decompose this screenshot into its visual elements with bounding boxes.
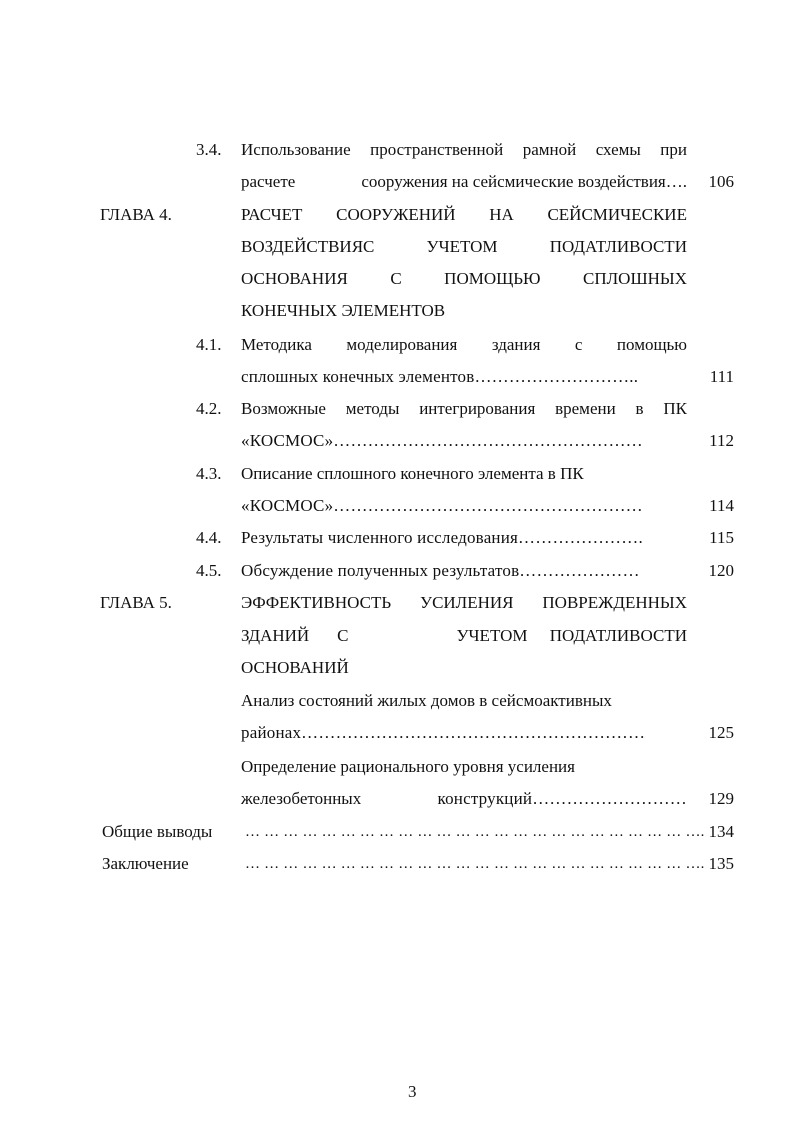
page-number: 3	[408, 1082, 417, 1101]
toc-entry-4-2-line2: «КОСМОС»………………………………………………	[241, 431, 643, 450]
toc-entry-5-1-line2: районах……………………………………………………	[241, 723, 646, 742]
chapter-label: ГЛАВА 4.	[100, 205, 172, 224]
toc-entry-3-4-line2: расчете сооружения на сейсмические воздействия….	[241, 172, 687, 191]
page-ref: 106	[708, 172, 734, 191]
chapter-label: ГЛАВА 5.	[100, 593, 172, 612]
toc-entry-4-5: Обсуждение полученных результатов…………………	[241, 561, 640, 580]
section-number: 4.5.	[196, 561, 222, 580]
summary-label: Заключение	[102, 854, 189, 873]
page-ref: 129	[708, 789, 734, 808]
toc-entry-4-3-line2: «КОСМОС»………………………………………………	[241, 496, 643, 515]
chapter-4-title-line3: ОСНОВАНИЯ С ПОМОЩЬЮ СПЛОШНЫХ	[241, 269, 687, 288]
chapter-4-title-line4: КОНЕЧНЫХ ЭЛЕМЕНТОВ	[241, 301, 446, 320]
page-ref: 115	[709, 528, 734, 547]
toc-entry-4-2-line1: Возможные методы интегрирования времени в ПК	[241, 399, 687, 418]
section-number: 4.1.	[196, 335, 222, 354]
leader-dots: … … … … … … … … … … … … … … … … … … … … … … … ….	[245, 824, 705, 840]
page-ref: 135	[708, 854, 734, 873]
toc-entry-4-4: Результаты численного исследования………………….	[241, 528, 643, 547]
toc-entry-4-3-line1: Описание сплошного конечного элемента в ПК	[241, 464, 584, 483]
page-ref: 125	[708, 723, 734, 742]
page-ref: 120	[708, 561, 734, 580]
chapter-4-title-line2: ВОЗДЕЙСТВИЯС УЧЕТОМ ПОДАТЛИВОСТИ	[241, 237, 687, 256]
page-ref: 114	[709, 496, 734, 515]
toc-entry-5-2-line1: Определение рационального уровня усиления	[241, 757, 575, 776]
toc-entry-5-2-line2: железобетонных конструкций………………………	[241, 789, 687, 808]
page-ref: 112	[709, 431, 734, 450]
section-number: 4.4.	[196, 528, 222, 547]
leader-dots: … … … … … … … … … … … … … … … … … … … … … … … ….	[245, 856, 705, 872]
toc-entry-4-1-line2: сплошных конечных элементов………………………..	[241, 367, 639, 386]
toc-entry-3-4-line1: Использование пространственной рамной схемы при	[241, 140, 687, 159]
chapter-4-title-line1: РАСЧЕТ СООРУЖЕНИЙ НА СЕЙСМИЧЕСКИЕ	[241, 205, 687, 224]
section-number: 3.4.	[196, 140, 222, 159]
chapter-5-title-line3: ОСНОВАНИЙ	[241, 658, 349, 677]
toc-entry-4-1-line1: Методика моделирования здания с помощью	[241, 335, 687, 354]
page-ref: 134	[708, 822, 734, 841]
section-number: 4.3.	[196, 464, 222, 483]
toc-entry-5-1-line1: Анализ состояний жилых домов в сейсмоактивных	[241, 691, 612, 710]
section-number: 4.2.	[196, 399, 222, 418]
chapter-5-title-line1: ЭФФЕКТИВНОСТЬ УСИЛЕНИЯ ПОВРЕЖДЕННЫХ	[241, 593, 687, 612]
chapter-5-title-line2: ЗДАНИЙ С УЧЕТОМ ПОДАТЛИВОСТИ	[241, 626, 687, 645]
page-ref: 111	[709, 367, 734, 386]
conclusions-label: Общие выводы	[102, 822, 213, 841]
